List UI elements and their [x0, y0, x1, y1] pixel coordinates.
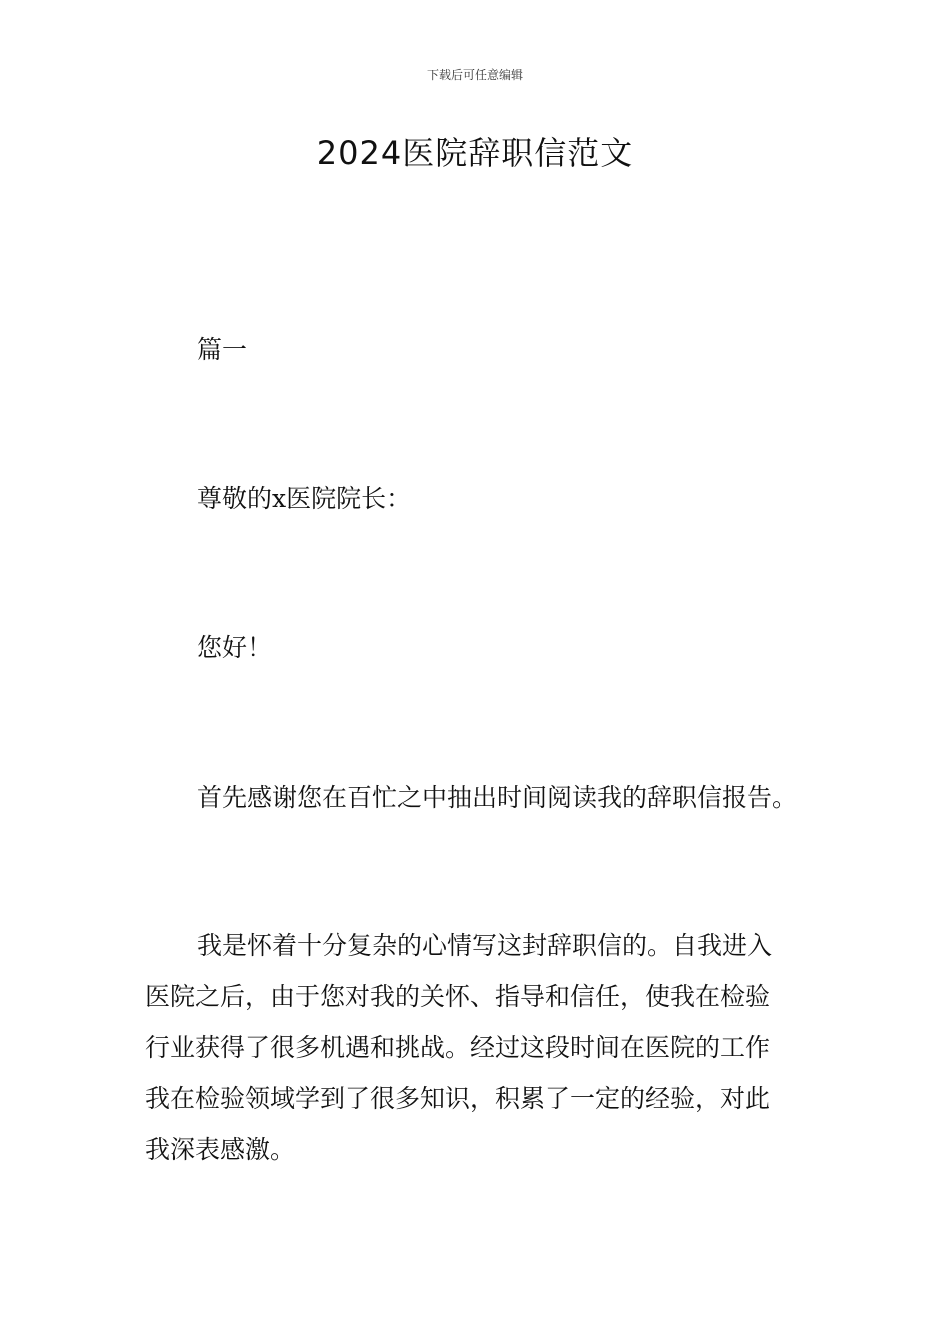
- paragraph-2-line: 我是怀着十分复杂的心情写这封辞职信的。自我进入: [197, 931, 773, 960]
- paragraph-2-line: 我在检验领域学到了很多知识，积累了一定的经验，对此: [145, 1084, 771, 1113]
- greeting: 您好！: [197, 633, 273, 662]
- paragraph-1: 首先感谢您在百忙之中抽出时间阅读我的辞职信报告。: [197, 783, 798, 812]
- paragraph-2-line: 我深表感激。: [145, 1135, 296, 1164]
- document-title: 2024医院辞职信范文: [316, 134, 634, 172]
- section-label: 篇一: [197, 335, 248, 364]
- header-note: 下载后可任意编辑: [426, 68, 523, 82]
- paragraph-2-line: 医院之后，由于您对我的关怀、指导和信任，使我在检验: [145, 982, 771, 1011]
- paragraph-2-line: 行业获得了很多机遇和挑战。经过这段时间在医院的工作: [145, 1033, 771, 1062]
- paragraph-2: [145, 920, 815, 1175]
- salutation: 尊敬的x医院院长：: [197, 484, 412, 513]
